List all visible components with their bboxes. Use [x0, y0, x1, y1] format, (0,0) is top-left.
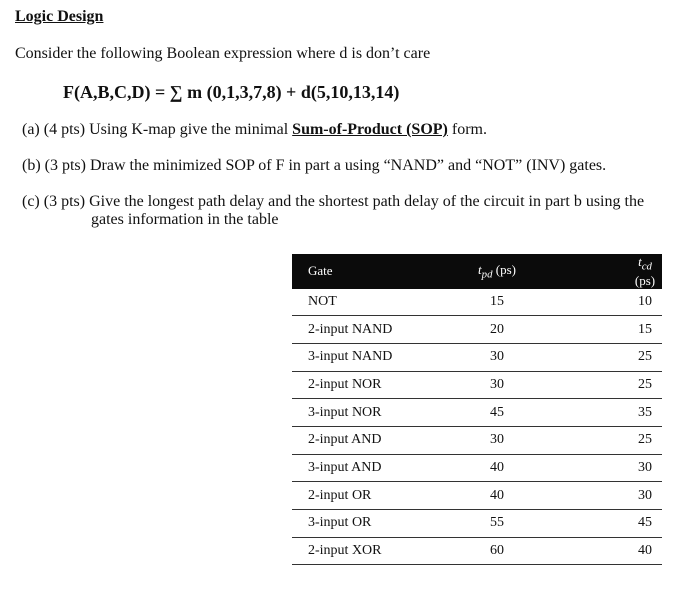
gate-tcd: 35: [538, 399, 662, 427]
gate-name: 3-input NAND: [292, 343, 456, 371]
question-a-suffix: form.: [447, 121, 487, 138]
gate-tcd: 30: [538, 454, 662, 482]
gate-name: 3-input AND: [292, 454, 456, 482]
header-tcd-subscript: cd: [641, 260, 652, 273]
gate-tpd: 20: [456, 316, 538, 344]
gate-tcd: 15: [538, 316, 662, 344]
gate-name: NOT: [292, 289, 456, 316]
question-a: [22, 121, 487, 139]
gate-tcd: 45: [538, 510, 662, 538]
table-row: [292, 399, 662, 427]
header-tpd: [456, 254, 538, 289]
table-row: [292, 510, 662, 538]
header-tpd-unit: (ps): [492, 262, 516, 277]
question-a-prefix: (a) (4 pts) Using K-map give the minimal: [22, 121, 293, 138]
gate-tpd: 40: [456, 454, 538, 482]
gate-delay-table: [292, 254, 662, 565]
header-tpd-subscript: pd: [481, 268, 493, 281]
gate-name: 2-input NOR: [292, 371, 456, 399]
table-row: [292, 316, 662, 344]
table-row: [292, 482, 662, 510]
header-tcd-symbol: t: [638, 254, 642, 269]
intro-text: Consider the following Boolean expression where d is don’t care: [15, 45, 431, 62]
table-row: [292, 343, 662, 371]
gate-name: 3-input OR: [292, 510, 456, 538]
table-row: [292, 537, 662, 565]
gate-tcd: 25: [538, 427, 662, 455]
gate-tpd: 60: [456, 537, 538, 565]
gate-name: 3-input NOR: [292, 399, 456, 427]
question-b: (b) (3 pts) Draw the minimized SOP of F in part a using “NAND” and “NOT” (INV) gates.: [22, 157, 607, 174]
table-row: [292, 427, 662, 455]
gate-name: 2-input OR: [292, 482, 456, 510]
gate-tcd: 30: [538, 482, 662, 510]
boolean-expression: F(A,B,C,D) = ∑ m (0,1,3,7,8) + d(5,10,13,14): [63, 82, 400, 102]
gate-tcd: 25: [538, 371, 662, 399]
gate-tpd: 30: [456, 343, 538, 371]
gate-tpd: 55: [456, 510, 538, 538]
table-row: [292, 371, 662, 399]
gate-tpd: 15: [456, 289, 538, 316]
gate-tcd: 10: [538, 289, 662, 316]
page-title: Logic Design: [15, 8, 104, 25]
table-row: [292, 454, 662, 482]
question-c: (c) (3 pts) Give the longest path delay and the shortest path delay of the circuit in part b using the: [22, 193, 645, 210]
table-header-row: [292, 254, 662, 289]
question-c-continued: gates information in the table: [91, 211, 279, 228]
gate-tpd: 40: [456, 482, 538, 510]
header-gate: Gate: [292, 254, 456, 289]
header-tcd-unit: (ps): [634, 272, 656, 288]
gate-name: 2-input XOR: [292, 537, 456, 565]
gate-tcd: 25: [538, 343, 662, 371]
header-tpd-symbol: t: [478, 262, 482, 277]
gate-name: 2-input AND: [292, 427, 456, 455]
gate-tcd: 40: [538, 537, 662, 565]
header-tcd: [538, 254, 662, 289]
gate-name: 2-input NAND: [292, 316, 456, 344]
gate-tpd: 30: [456, 371, 538, 399]
gate-tpd: 45: [456, 399, 538, 427]
question-a-emphasis: Sum-of-Product (SOP): [292, 121, 448, 138]
table-row: [292, 289, 662, 316]
gate-tpd: 30: [456, 427, 538, 455]
